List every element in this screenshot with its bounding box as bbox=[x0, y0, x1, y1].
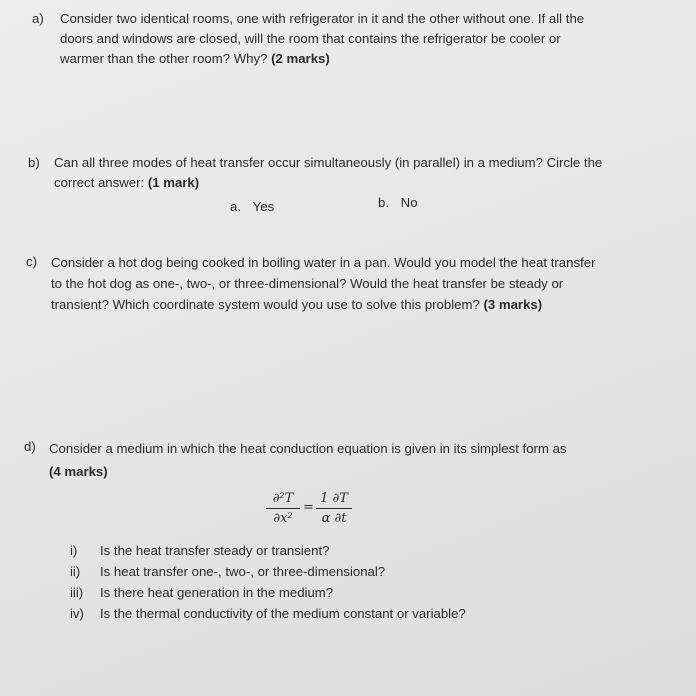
question-c-line-3: transient? Which coordinate system would you use to solve this problem? bbox=[51, 297, 480, 312]
subquestion-i-text: Is the heat transfer steady or transient? bbox=[100, 543, 330, 558]
question-a-label: a) bbox=[32, 11, 44, 26]
question-c-line-2: to the hot dog as one-, two-, or three-dimensional? Would the heat transfer be steady or bbox=[51, 276, 564, 291]
option-no[interactable] bbox=[378, 195, 418, 210]
subquestion-iv-label: iv) bbox=[70, 606, 84, 621]
question-a-marks: (2 marks) bbox=[271, 51, 330, 66]
question-d-line-1: Consider a medium in which the heat conduction equation is given in its simplest form as bbox=[49, 441, 567, 456]
question-b-label: b) bbox=[28, 155, 40, 170]
question-a-line-2: doors and windows are closed, will the room that contains the refrigerator be cooler or bbox=[60, 31, 561, 46]
option-no-label: b. bbox=[378, 195, 389, 210]
subquestion-iii-label: iii) bbox=[70, 585, 84, 600]
question-d-marks: (4 marks) bbox=[49, 464, 108, 479]
option-yes[interactable] bbox=[230, 199, 274, 214]
subquestion-ii-text: Is heat transfer one-, two-, or three-dimensional? bbox=[100, 564, 386, 579]
option-yes-text: Yes bbox=[252, 199, 275, 214]
subquestion-iv-text: Is the thermal conductivity of the medium constant or variable? bbox=[100, 606, 466, 621]
question-c-text bbox=[51, 252, 595, 315]
equation-lhs bbox=[266, 490, 300, 527]
subquestion-i-label: i) bbox=[70, 543, 78, 558]
question-b-line-2: correct answer: bbox=[54, 175, 145, 190]
question-b-line-1: Can all three modes of heat transfer occur simultaneously (in parallel) in a medium? Circle the bbox=[54, 155, 603, 170]
subquestion-iii-text: Is there heat generation in the medium? bbox=[100, 585, 334, 600]
heat-equation bbox=[266, 490, 356, 534]
equation-rhs-denominator: α ∂t bbox=[321, 511, 347, 526]
equation-equals: = bbox=[303, 500, 314, 515]
option-no-text: No bbox=[400, 195, 418, 210]
question-a-line-3: warmer than the other room? Why? bbox=[60, 51, 268, 66]
question-d-text bbox=[49, 437, 567, 483]
equation-rhs-numerator: 1 ∂T bbox=[320, 491, 348, 506]
equation-lhs-denominator: ∂x² bbox=[273, 511, 293, 526]
question-a-line-1: Consider two identical rooms, one with refrigerator in it and the other without one. If all the bbox=[60, 11, 585, 26]
question-d-label: d) bbox=[24, 439, 36, 454]
question-b-marks: (1 mark) bbox=[147, 175, 200, 190]
question-c-line-1: Consider a hot dog being cooked in boiling water in a pan. Would you model the heat transfer bbox=[51, 255, 596, 270]
option-yes-label: a. bbox=[230, 199, 241, 214]
question-a-text bbox=[60, 9, 584, 69]
question-c-label: c) bbox=[26, 254, 37, 269]
subquestion-ii-label: ii) bbox=[70, 564, 81, 579]
equation-rhs bbox=[316, 490, 352, 527]
question-c-marks: (3 marks) bbox=[483, 297, 543, 312]
equation-lhs-numerator: ∂²T bbox=[272, 491, 294, 506]
question-b-text bbox=[54, 153, 602, 193]
